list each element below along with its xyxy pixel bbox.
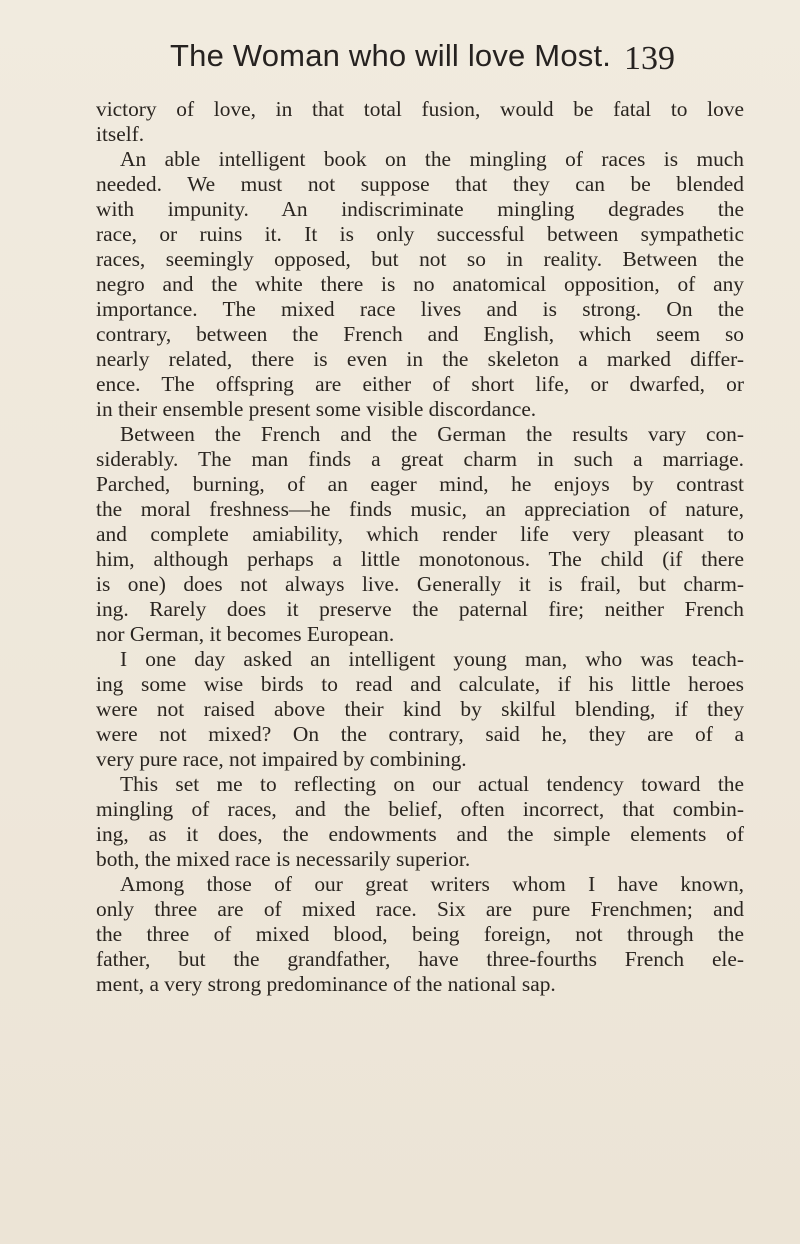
text-line: nor German, it becomes European. — [96, 622, 395, 646]
text-line: An able intelligent book on the mingling of races is much — [120, 147, 744, 171]
text-line: ment, a very strong predominance of the national sap. — [96, 972, 556, 996]
text-line: victory of love, in that total fusion, would be fatal to love — [96, 97, 744, 121]
text-line: is one) does not always live. Generally it is frail, but charm- — [96, 572, 744, 596]
text-line: This set me to reflecting on our actual tendency toward the — [120, 772, 744, 796]
text-line: father, but the grandfather, have three-fourths French ele- — [96, 947, 744, 971]
body-text — [96, 97, 744, 997]
text-line: only three are of mixed race. Six are pure Frenchmen; and — [96, 897, 744, 921]
text-line: ing some wise birds to read and calculate, if his little heroes — [96, 672, 744, 696]
text-line: nearly related, there is even in the skeleton a marked differ- — [96, 347, 744, 371]
text-line: itself. — [96, 122, 145, 146]
text-line: Between the French and the German the results vary con- — [120, 422, 744, 446]
text-line: importance. The mixed race lives and is strong. On the — [96, 297, 744, 321]
text-line: I one day asked an intelligent young man, who was teach- — [120, 647, 744, 671]
text-line: very pure race, not impaired by combining. — [96, 747, 467, 771]
text-line: race, or ruins it. It is only successful between sympathetic — [96, 222, 744, 246]
text-line: and complete amiability, which render life very pleasant to — [96, 522, 744, 546]
running-title: The Woman who will love Most. — [170, 38, 612, 73]
text-line: both, the mixed race is necessarily superior. — [96, 847, 471, 871]
text-line: siderably. The man finds a great charm in such a marriage. — [96, 447, 744, 471]
text-line: ing. Rarely does it preserve the paternal fire; neither French — [96, 597, 744, 621]
text-line: negro and the white there is no anatomical opposition, of any — [96, 272, 744, 296]
text-line: him, although perhaps a little monotonous. The child (if there — [96, 547, 744, 571]
text-line: the three of mixed blood, being foreign, not through the — [96, 922, 744, 946]
text-line: the moral freshness—he finds music, an appreciation of nature, — [96, 497, 744, 521]
page-number: 139 — [624, 40, 675, 77]
text-line: contrary, between the French and English, which seem so — [96, 322, 744, 346]
page-header — [170, 32, 730, 88]
text-line: Among those of our great writers whom I have known, — [120, 872, 744, 896]
text-line: with impunity. An indiscriminate mingling degrades the — [96, 197, 744, 221]
text-line: mingling of races, and the belief, often incorrect, that combin- — [96, 797, 744, 821]
text-line: in their ensemble present some visible discordance. — [96, 397, 537, 421]
text-line: races, seemingly opposed, but not so in reality. Between the — [96, 247, 744, 271]
text-line: Parched, burning, of an eager mind, he enjoys by contrast — [96, 472, 744, 496]
text-line: ing, as it does, the endowments and the simple elements of — [96, 822, 744, 846]
text-line: ence. The offspring are either of short life, or dwarfed, or — [96, 372, 744, 396]
text-line: were not mixed? On the contrary, said he, they are of a — [96, 722, 744, 746]
text-line: needed. We must not suppose that they can be blended — [96, 172, 744, 196]
text-line: were not raised above their kind by skilful blending, if they — [96, 697, 744, 721]
